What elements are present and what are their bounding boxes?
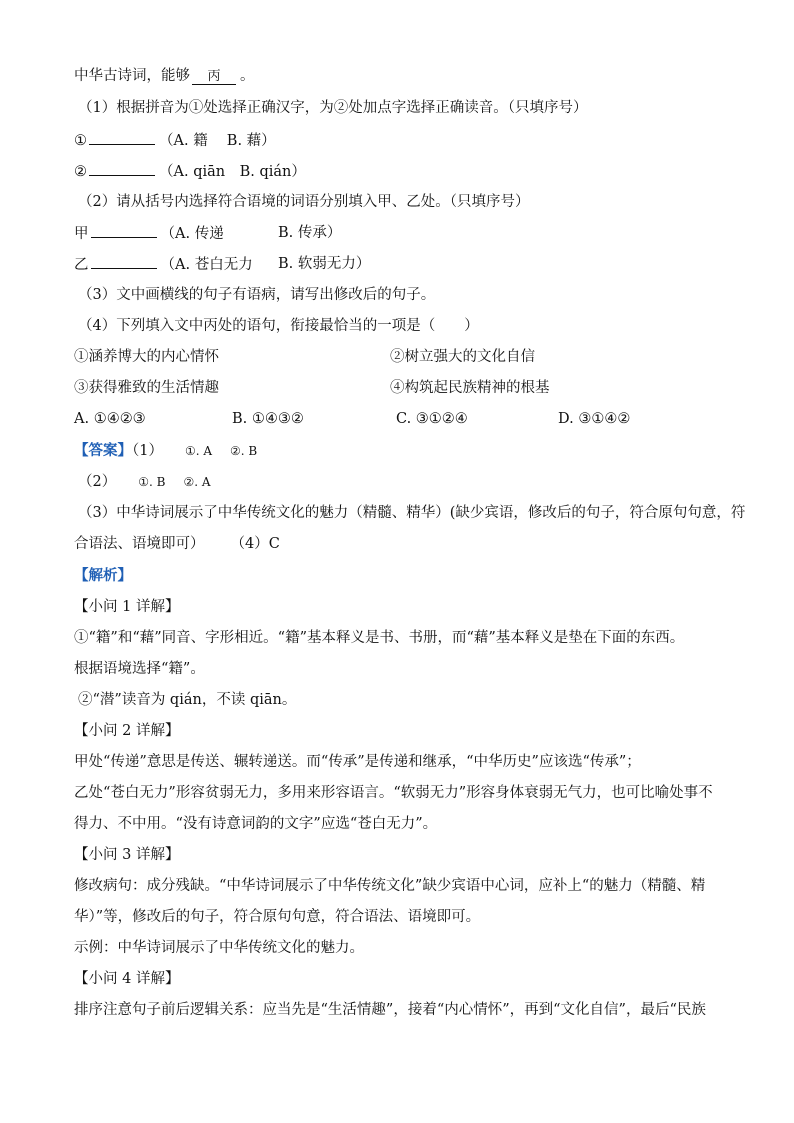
sub3-para-a: 修改病句：成分残缺。“中华诗词展示了中华传统文化”缺少宾语中心词，应补上“的魅力（精髓、精 [74,878,706,894]
q4-sentence-4: ④构筑起民族精神的根基 [390,380,550,396]
answer-label: 【答案】 [74,442,132,459]
answer-4: （4）C [230,536,280,552]
q2-row1 [74,223,724,244]
q1-row1-blank [89,130,155,145]
answer-line-2 [78,472,724,492]
sub3-para-c: 示例：中华诗词展示了中华传统文化的魅力。 [74,940,364,956]
sub4-para-a: 排序注意句子前后逻辑关系：应当先是“生活情趣”，接着“内心情怀”，再到“文化自信”，最后“民族 [74,1002,706,1018]
intro-text: 中华古诗词，能够 [74,68,190,84]
q4-sentence-row1 [74,347,724,367]
q1-row2-mark: ② [74,164,87,180]
q3-title: （3）文中画横线的句子有语病，请写出修改后的句子。 [78,287,436,303]
q2-row2-option-a: （A. 苍白无力 [160,257,253,273]
q4-title: （4）下列填入文中丙处的语句，衔接最恰当的一项是（ ） [78,318,479,334]
q4-option-a: A. ①④②③ [74,411,146,427]
analysis-label [74,566,724,586]
answer-2-b: ②. A [183,475,211,489]
q2-row1-mark: 甲 [74,226,89,242]
q2-row1-option-a: （A. 传递 [160,226,224,242]
q4-sentence-row2 [74,378,724,398]
sub1-para-b: 根据语境选择“籍”。 [74,661,205,677]
q2-row2 [74,254,724,275]
sub3-para-b: 华）”等，修改后的句子，符合原句句意，符合语法、语境即可。 [74,909,481,925]
q4-option-d: D. ③①④② [558,411,631,427]
answer-line-4 [74,534,724,554]
q2-row2-option-b: B. 软弱无力） [278,256,371,272]
q1-row2-options: （A. qiān B. qián） [159,164,306,180]
q1-title: （1）根据拼音为①处选择正确汉字，为②处加点字选择正确读音。（只填序号） [78,100,588,116]
answer-2-a: ①. B [138,475,166,489]
answer-line-1 [74,441,724,461]
q4-sentence-1: ①涵养博大的内心情怀 [74,349,219,365]
intro-period: 。 [240,68,255,84]
q2-row2-mark: 乙 [74,257,89,273]
sub1-heading: 【小问 1 详解】 [74,599,180,615]
q4-sentence-3: ③获得雅致的生活情趣 [74,380,219,396]
sub2-heading: 【小问 2 详解】 [74,723,180,739]
q2-row2-blank [91,254,157,269]
q4-sentence-2: ②树立强大的文化自信 [390,349,535,365]
answer-2-num: （2） [78,474,117,490]
sub1-para-a: ①“籍”和“藉”同音、字形相近。“籍”基本释义是书、书册，而“藉”基本释义是垫在下面的东西。 [74,630,685,646]
intro-fill-blank: 丙 [192,70,236,85]
analysis-label-text: 【解析】 [74,567,132,584]
sub3-heading: 【小问 3 详解】 [74,847,180,863]
q4-option-c: C. ③①②④ [396,411,468,427]
sub2-para-b: 乙处“苍白无力”形容贫弱无力，多用来形容语言。“软弱无力”形容身体衰弱无气力，也可比喻处事不 [74,785,713,801]
sub2-para-a: 甲处“传递”意思是传送、辗转递送。而“传承”是传递和继承，“中华历史”应该选“传承”； [74,754,641,770]
q4-option-b: B. ①④③② [232,411,304,427]
q2-row1-option-b: B. 传承） [278,225,342,241]
q4-options [74,409,724,429]
intro-line [74,66,724,86]
q1-row1-mark: ① [74,133,87,149]
answer-line-3: （3）中华诗词展示了中华传统文化的魅力（精髓、精华）(缺少宾语，修改后的句子，符合原句句意，符 [78,505,746,521]
answer-1-a: ①. A [184,444,213,458]
answer-1-num: （1） [132,443,163,459]
q1-row2 [74,161,724,182]
sub1-para-c: ②“潜”读音为 qián，不读 qiān。 [78,692,297,708]
answer-3-continued: 合语法、语境即可） [74,536,205,552]
q1-row2-blank [89,161,155,176]
q1-row1-options: （A. 籍 B. 藉） [159,133,276,149]
sub4-heading: 【小问 4 详解】 [74,971,180,987]
q1-row1 [74,130,724,151]
sub2-para-c: 得力、不中用。“没有诗意词韵的文字”应选“苍白无力”。 [74,816,438,832]
answer-1-b: ②. B [230,444,258,458]
q2-row1-blank [91,223,157,238]
q2-title: （2）请从括号内选择符合语境的词语分别填入甲、乙处。（只填序号） [78,194,530,210]
